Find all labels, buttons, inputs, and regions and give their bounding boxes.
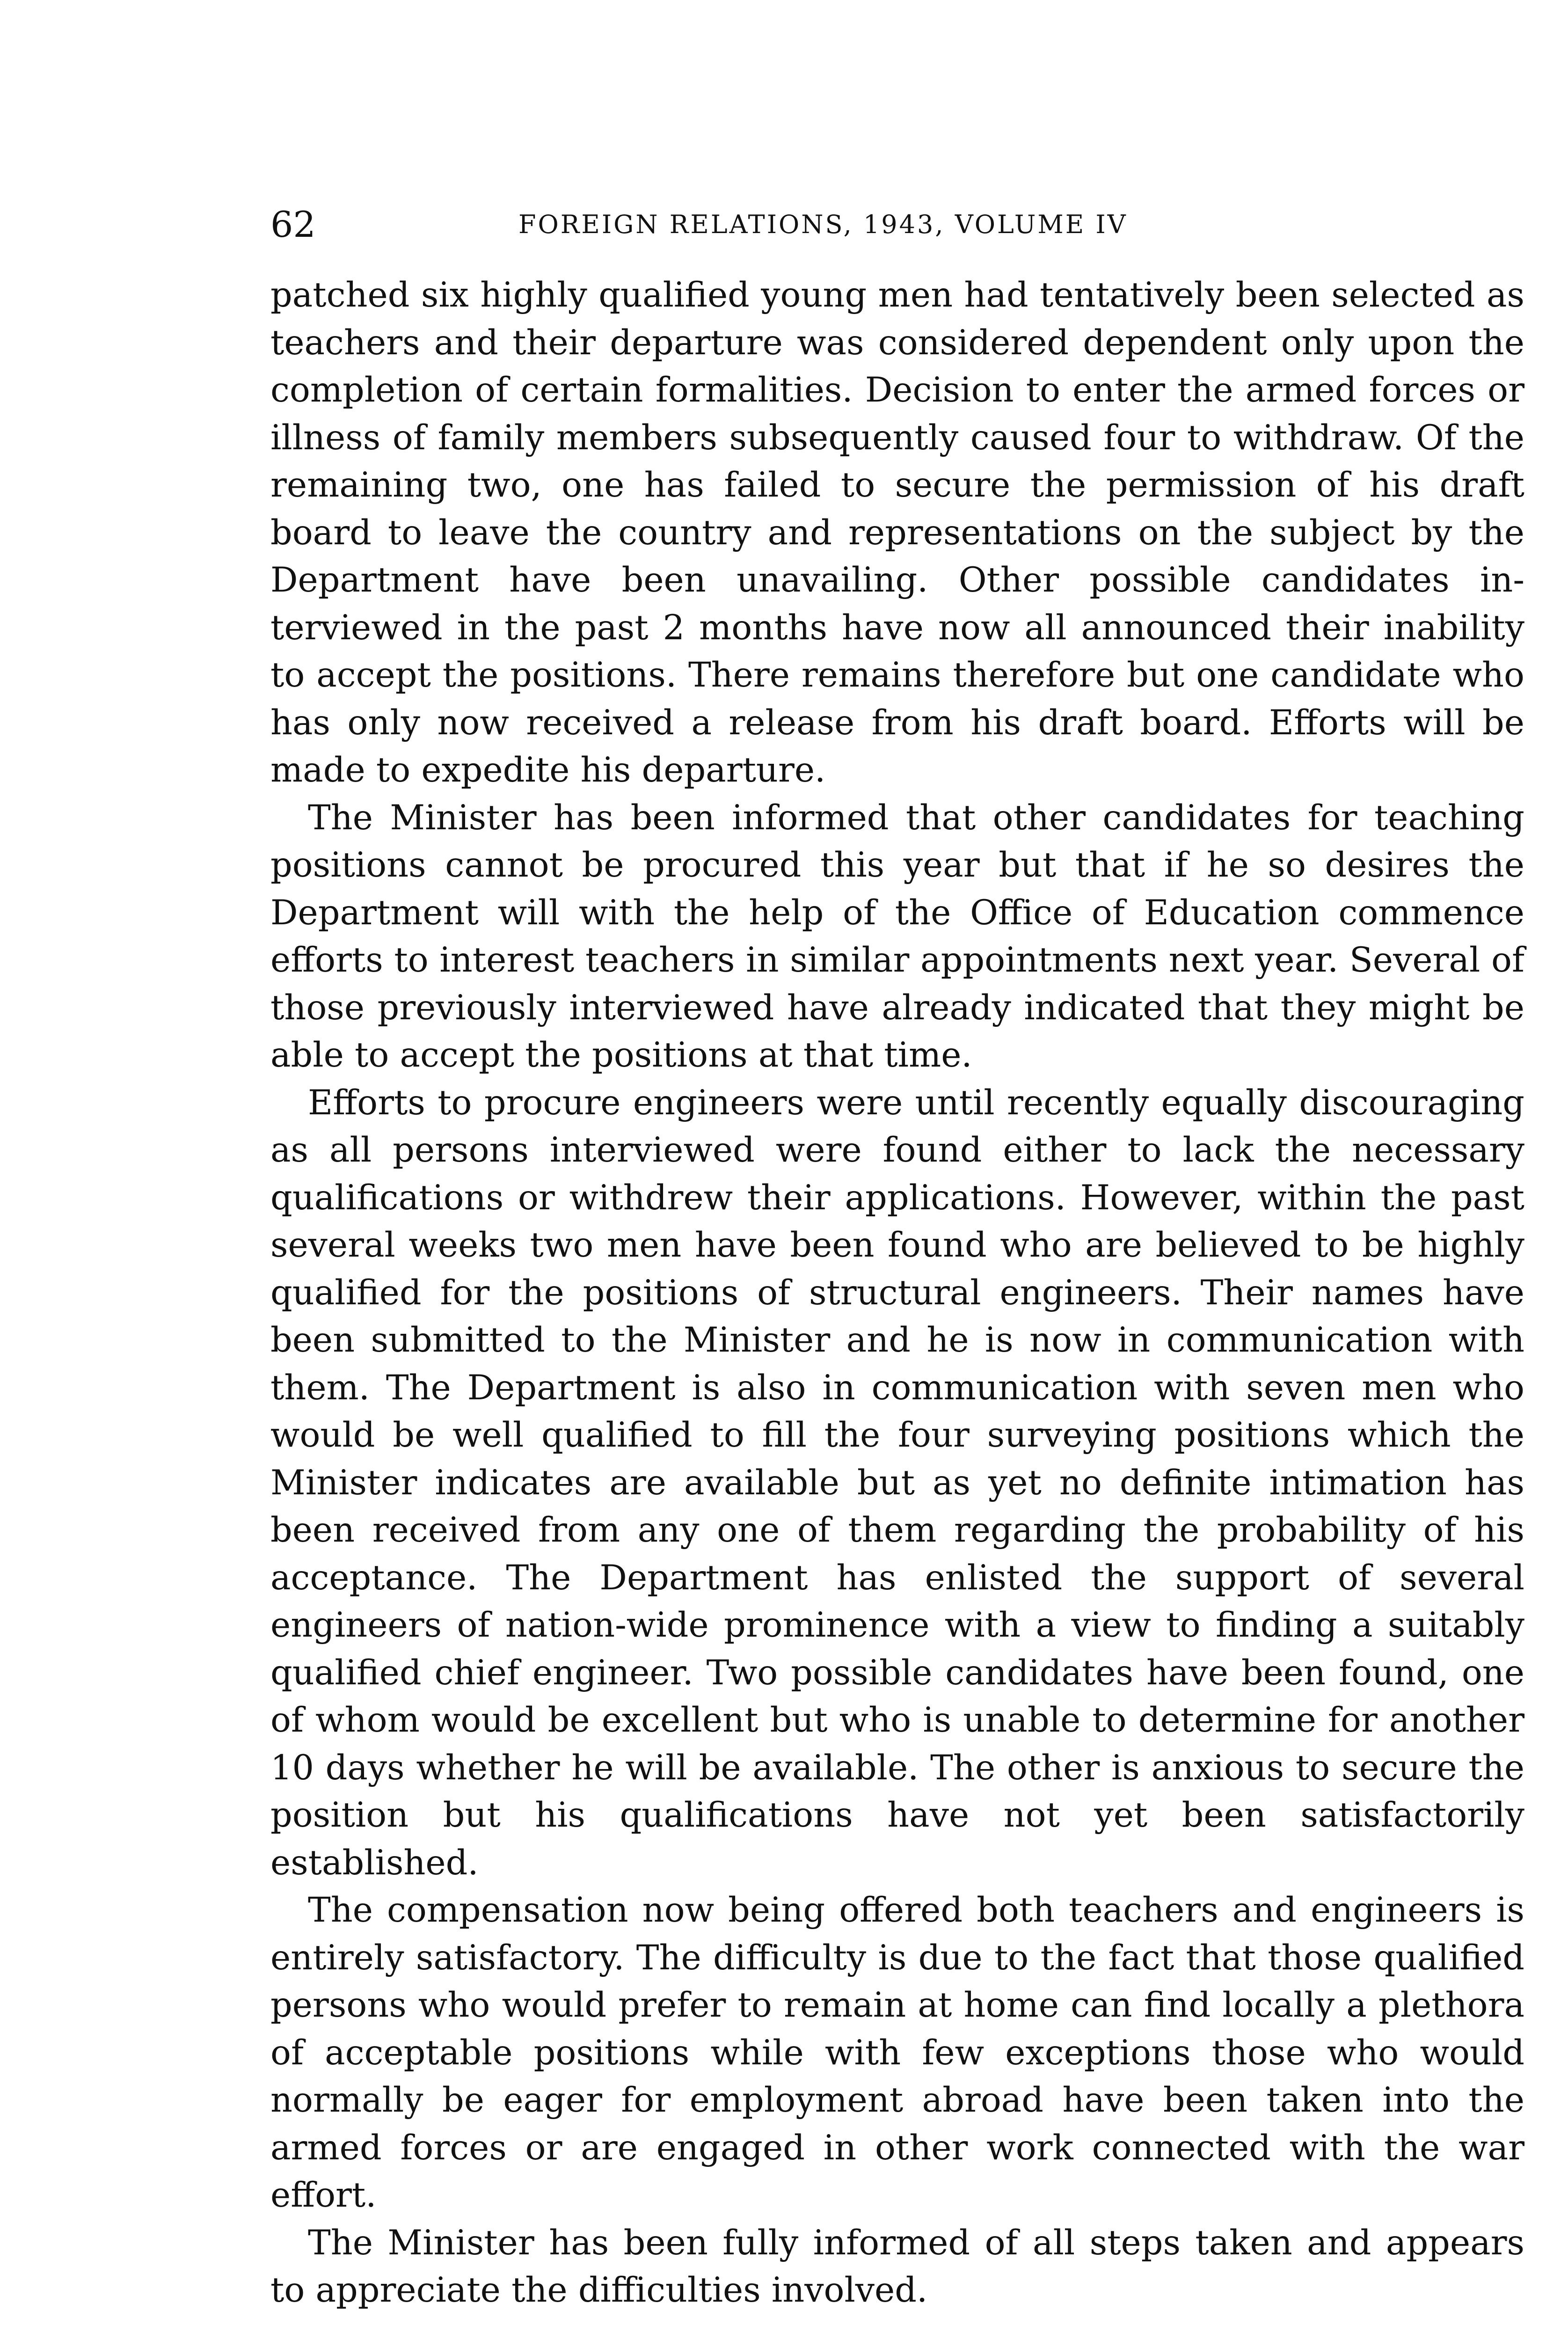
page-header bbox=[270, 197, 1534, 253]
paragraph-continued: patched six highly qualified young men had tentatively been selected as teachers and their departure was considered dependent only upon the completion of certain formalities. Decision to enter the armed forces or illness of family members subsequently caused four to withdraw. Of the remaining two, one has failed to secure the permission of his draft board to leave the country and representations on the subject by the Department have been unavailing. Other possible candidates interviewed in the past 2 months have now all announced their inability to accept the positions. There remains therefore but one candidate who has only now received a release from his draft board. Efforts will be made to expedite his departure. bbox=[270, 275, 1524, 790]
page-number: 62 bbox=[270, 204, 316, 245]
paragraph-minister-informed: The Minister has been fully informed of all steps taken and appears to appreciate the difficulties involved. bbox=[270, 2223, 1524, 2310]
paragraph-teaching-candidates: The Minister has been informed that other candidates for teaching positions cannot be procured this year but that if he so desires the Department will with the help of the Office of Education commence efforts to interest teachers in similar appointments next year. Several of those previously interviewed have already indicated that they might be able to accept the positions at that time. bbox=[270, 797, 1524, 1075]
paragraph-compensation: The compensation now being offered both teachers and engineers is entirely satisfactory. The difficulty is due to the fact that those qualified persons who would prefer to remain at home can find locally a plethora of acceptable positions while with few exceptions those who would normally be eager for employment abroad have been taken into the armed forces or are engaged in other work connected with the war effort. bbox=[270, 1890, 1524, 2215]
running-head: FOREIGN RELATIONS, 1943, VOLUME IV bbox=[518, 210, 1128, 239]
paragraph-engineers: Efforts to procure engineers were until recently equally discouraging as all persons interviewed were found either to lack the necessary qualifications or withdrew their applications. However, within the past several weeks two men have been found who are believed to be highly qualified for the positions of structural engineers. Their names have been submitted to the Minister and he is now in communication with them. The Department is also in communication with seven men who would be well qualified to fill the four surveying positions which the Minister indicates are available but as yet no definite intimation has been received from any one of them regarding the probability of his acceptance. The Department has enlisted the support of several engineers of nation-wide prominence with a view to finding a suitably qualified chief engineer. Two possible candidates have been found, one of whom would be excellent but who is unable to determine for another 10 days whether he will be available. The other is anxious to secure the position but his qualifications have not yet been satisfactorily established. bbox=[270, 1082, 1524, 1883]
body-text bbox=[270, 271, 1524, 2314]
